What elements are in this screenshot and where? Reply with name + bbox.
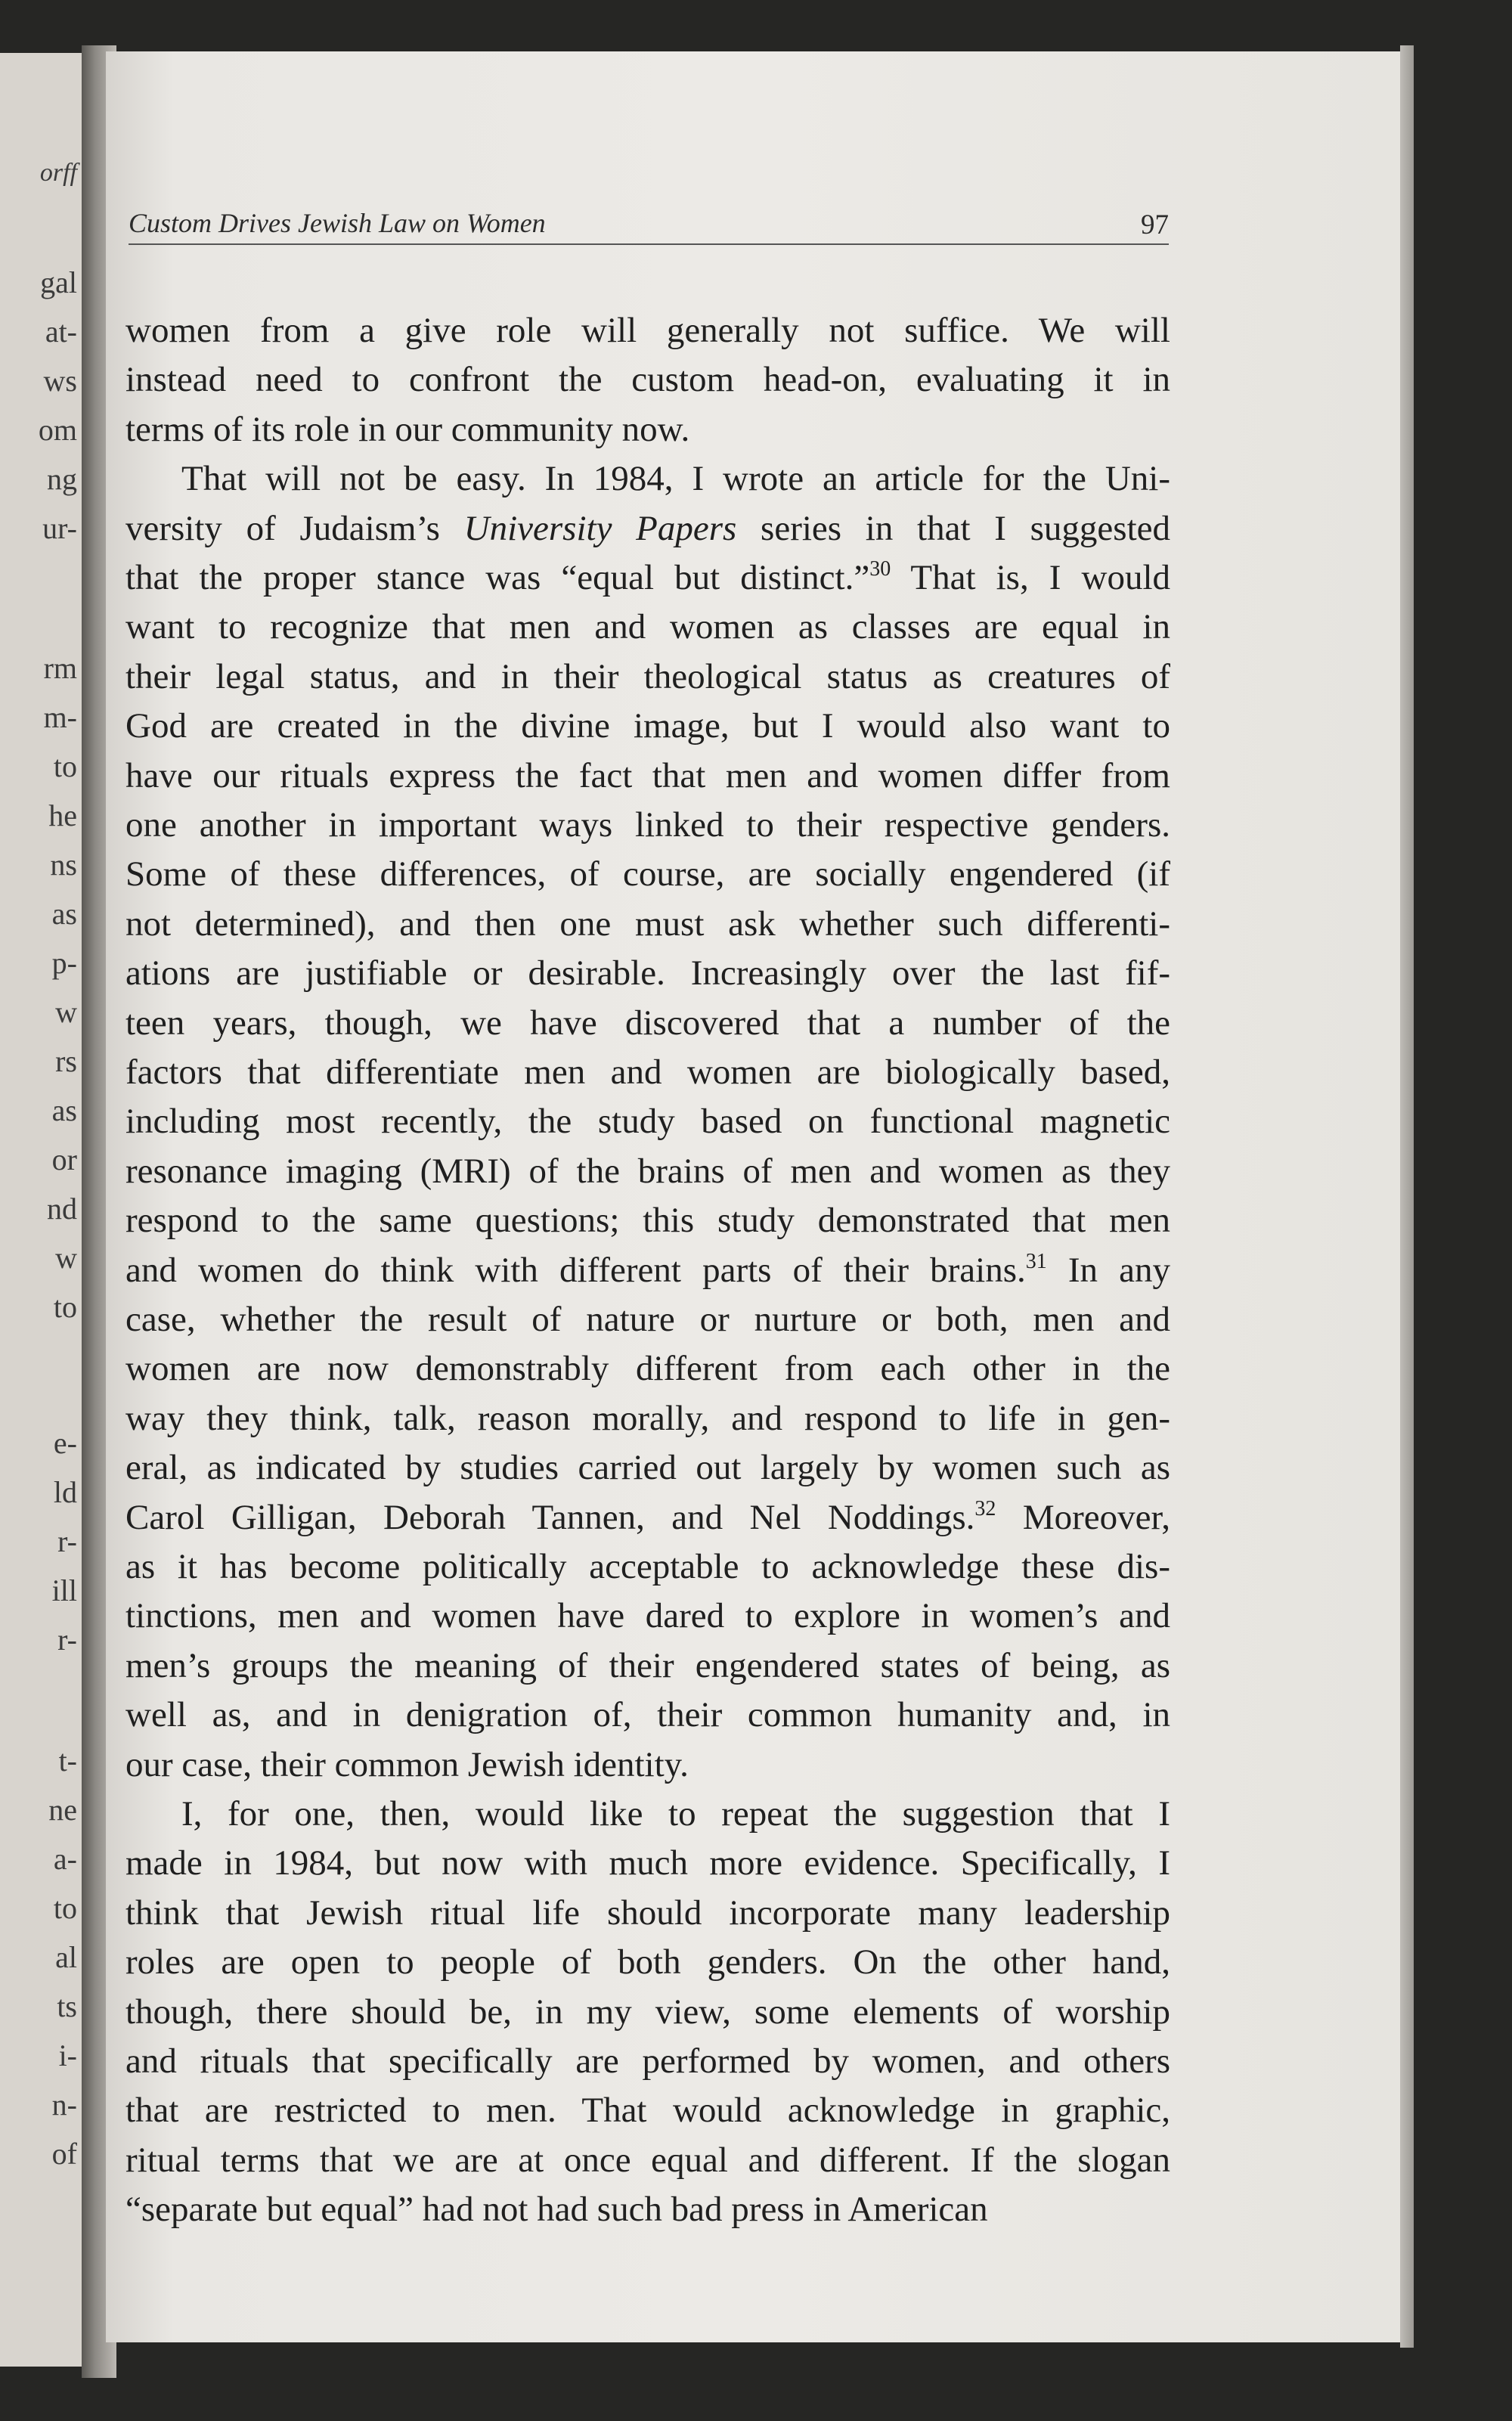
text-line: eral, as indicated by studies carried out largely by women such as (125, 1448, 1170, 1488)
facing-page-fragment: to (53, 1891, 77, 1925)
text-line: roles are open to people of both genders. On the other hand, (125, 1942, 1170, 1982)
text-line (125, 1248, 1170, 1293)
text-span: series in that I suggested (736, 508, 1170, 548)
text-line: one another in important ways linked to their respective genders. (125, 805, 1170, 845)
text-span: Moreover, (996, 1497, 1170, 1537)
facing-page-fragment: ng (47, 462, 77, 496)
facing-page-edge (0, 53, 82, 2367)
footnote-marker: 32 (974, 1496, 996, 1520)
facing-page-fragment: ws (43, 364, 77, 398)
facing-page-fragment: at- (45, 315, 77, 349)
text-span: Carol Gilligan, Deborah Tannen, and Nel Noddings. (125, 1497, 975, 1537)
text-line: and rituals that specifically are performed by women, and others (125, 2041, 1170, 2081)
facing-page-fragment: w (55, 995, 77, 1029)
text-line (125, 506, 1170, 551)
facing-page-fragment: as (51, 1093, 77, 1127)
text-line: ations are justifiable or desirable. Increasingly over the last fif- (125, 953, 1170, 994)
text-span: That is, I would (891, 558, 1170, 597)
running-header (129, 206, 1169, 245)
text-line: that are restricted to men. That would acknowledge in graphic, (125, 2091, 1170, 2131)
facing-page-fragment: r- (57, 1524, 77, 1558)
facing-page-fragment: om (38, 413, 77, 447)
facing-page-fragment: he (48, 798, 77, 832)
facing-page-fragment: al (55, 1940, 77, 1974)
text-line: terms of its role in our community now. (125, 409, 690, 449)
facing-page-fragment: n- (51, 2088, 77, 2122)
text-span: That will not be easy. In 1984, I wrote an article for the Uni- (181, 459, 1170, 499)
text-line: teen years, though, we have discovered that a number of the (125, 1003, 1170, 1043)
text-line (125, 555, 1170, 600)
text-line: tinctions, men and women have dared to explore in women’s and (125, 1596, 1170, 1636)
facing-page-fragment: w (55, 1241, 77, 1275)
footnote-marker: 31 (1025, 1249, 1047, 1273)
facing-page-fragment: orff (39, 159, 77, 187)
facing-page-fragment: ts (57, 1989, 77, 2023)
text-line: respond to the same questions; this study demonstrated that men (125, 1201, 1170, 1241)
text-span: versity of Judaism’s (125, 508, 464, 548)
text-line: factors that differentiate men and women are biologically based, (125, 1052, 1170, 1092)
facing-page-fragment: i- (58, 2038, 77, 2072)
text-line: have our rituals express the fact that men and women differ from (125, 755, 1170, 795)
text-line: God are created in the divine image, but I would also want to (125, 706, 1170, 746)
facing-page-fragment: gal (40, 265, 77, 299)
facing-page-fragment: to (53, 749, 77, 783)
page-number: 97 (1141, 209, 1169, 240)
text-line: made in 1984, but now with much more evidence. Specifically, I (125, 1843, 1170, 1883)
text-line: case, whether the result of nature or nurture or both, men and (125, 1300, 1170, 1339)
text-line (125, 456, 1170, 501)
facing-page-fragment: rs (55, 1044, 77, 1078)
facing-page-fragment: to (53, 1290, 77, 1324)
facing-page-fragment: ur- (42, 511, 77, 545)
facing-page-fragment: ill (51, 1573, 77, 1607)
text-line: not determined), and then one must ask whether such differenti- (125, 904, 1170, 944)
text-span: In any (1046, 1250, 1170, 1290)
facing-page-fragment: as (51, 897, 77, 931)
facing-page-fragment: of (51, 2137, 77, 2171)
text-line: their legal status, and in their theological status as creatures of (125, 656, 1170, 696)
facing-page-fragment: t- (58, 1744, 77, 1778)
text-line: Some of these differences, of course, are socially engendered (if (125, 854, 1170, 894)
facing-page-fragment: a- (53, 1842, 77, 1876)
text-line: want to recognize that men and women as classes are equal in (125, 607, 1170, 647)
italic-title: University Papers (463, 508, 737, 548)
text-line: ritual terms that we are at once equal and different. If the slogan (125, 2140, 1170, 2180)
text-line: men’s groups the meaning of their engendered states of being, as (125, 1645, 1170, 1685)
text-span: that the proper stance was “equal but distinct.” (125, 558, 870, 597)
facing-page-fragment: m- (43, 700, 77, 734)
running-title: Custom Drives Jewish Law on Women (129, 208, 546, 238)
text-span: and women do think with different parts of their brains. (125, 1250, 1026, 1290)
text-line: as it has become politically acceptable to acknowledge these dis- (125, 1547, 1170, 1586)
facing-page-fragment: rm (43, 651, 77, 685)
facing-page-fragment: r- (57, 1623, 77, 1657)
text-line: well as, and in denigration of, their common humanity and, in (125, 1695, 1170, 1735)
facing-page-fragment: or (51, 1142, 77, 1176)
facing-page-fragment: p- (51, 946, 77, 980)
text-line: though, there should be, in my view, some elements of worship (125, 1992, 1170, 2032)
facing-page-fragment: nd (47, 1192, 77, 1226)
facing-page-fragment: ld (53, 1475, 77, 1509)
text-line: resonance imaging (MRI) of the brains of men and women as they (125, 1151, 1170, 1191)
text-line: women from a give role will generally not suffice. We will (125, 311, 1170, 350)
text-line: I, for one, then, would like to repeat the suggestion that I (181, 1794, 1170, 1834)
text-line: instead need to confront the custom head-on, evaluating it in (125, 360, 1170, 400)
text-line: “separate but equal” had not had such bad press in American (125, 2190, 988, 2230)
footnote-marker: 30 (869, 557, 891, 581)
text-line: women are now demonstrably different from each other in the (125, 1349, 1170, 1389)
facing-page-fragment: e- (53, 1426, 77, 1460)
page-edge (1400, 45, 1414, 2348)
text-line: think that Jewish ritual life should incorporate many leadership (125, 1892, 1170, 1933)
text-line (125, 1495, 1170, 1540)
text-line: our case, their common Jewish identity. (125, 1744, 689, 1784)
facing-page-fragment: ne (48, 1793, 77, 1827)
text-line: including most recently, the study based on functional magnetic (125, 1102, 1170, 1142)
facing-page-fragment: ns (50, 848, 77, 882)
text-line: way they think, talk, reason morally, and respond to life in gen- (125, 1398, 1170, 1438)
